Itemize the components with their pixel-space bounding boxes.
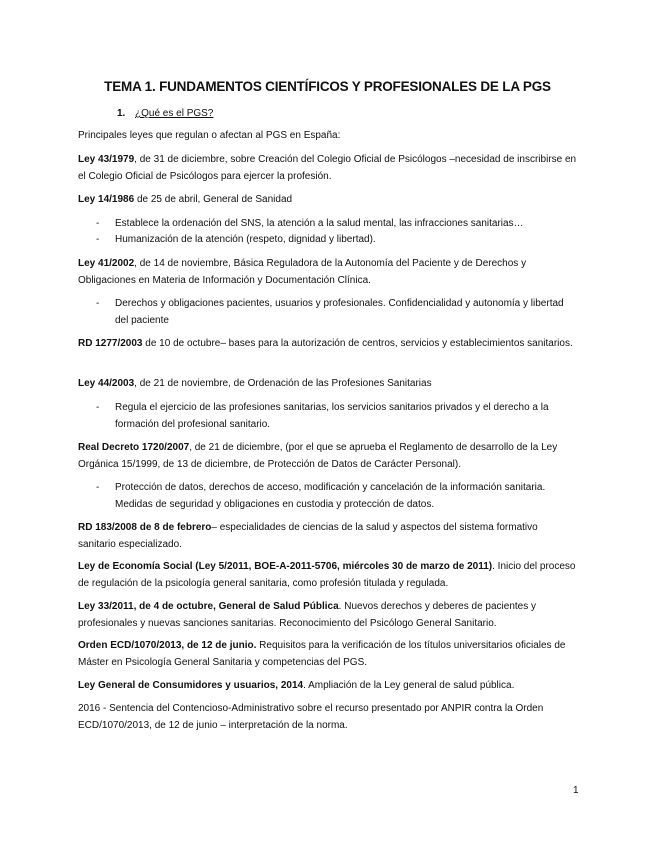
law-paragraph <box>78 701 578 734</box>
intro-paragraph: Principales leyes que regulan o afectan al PGS en España: <box>78 130 341 141</box>
law-paragraph <box>78 376 578 393</box>
law-paragraph <box>78 520 578 553</box>
list-item-text: Regula el ejercicio de las profesiones sanitarias, los servicios sanitarios privados y el derecho a la formación del profesional sanitario. <box>115 402 549 430</box>
law-name: Ley 43/1979 <box>78 154 135 165</box>
page-number: 1 <box>573 785 579 796</box>
list-item <box>96 480 578 513</box>
law-description: . Inicio del proceso de regulación de la psicología general sanitaria, como profesión titulada y regulada. <box>78 561 576 589</box>
law-description: de 10 de octubre– bases para la autorización de centros, servicios y establecimientos sanitarios. <box>142 338 573 349</box>
bullet-dash: - <box>96 482 100 493</box>
list-item <box>96 216 578 233</box>
law-paragraph <box>78 152 578 185</box>
law-description: , de 14 de noviembre, Básica Reguladora de la Autonomía del Paciente y de Derechos y Obligaciones en Materia de Información y Documentación Clínica. <box>78 258 527 286</box>
bullet-dash: - <box>96 218 100 229</box>
law-name: Ley General de Consumidores y usuarios, 2014 <box>78 680 304 691</box>
list-item-text: Derechos y obligaciones pacientes, usuarios y profesionales. Confidencialidad y autonomía y libertad del paciente <box>115 298 564 326</box>
law-name: Ley 14/1986 <box>78 194 135 205</box>
section-heading <box>117 108 213 119</box>
list-item <box>96 400 578 433</box>
bullet-dash: - <box>96 298 100 309</box>
bullet-dash: - <box>96 402 100 413</box>
list-item-text: Establece la ordenación del SNS, la atención a la salud mental, las infracciones sanitarias… <box>115 218 524 229</box>
law-name: Ley 33/2011, de 4 de octubre, General de Salud Pública <box>78 601 339 612</box>
law-paragraph <box>78 559 578 592</box>
law-description: , de 21 de diciembre, (por el que se aprueba el Reglamento de desarrollo de la Ley Orgánica 15/1999, de 13 de diciembre, de Protección de Datos de Carácter Personal). <box>78 442 558 470</box>
law-description: . Nuevos derechos y deberes de pacientes y profesionales y nuevas sanciones sanitarias. Reconocimiento del Psicólogo General Sanitario. <box>78 601 537 629</box>
law-description: Requisitos para la verificación de los títulos universitarios oficiales de Máster en Psicología General Sanitaria y competencias del PGS. <box>78 640 566 668</box>
law-name: Orden ECD/1070/2013, de 12 de junio. <box>78 640 257 651</box>
list-item <box>96 232 578 249</box>
law-description: , de 21 de noviembre, de Ordenación de las Profesiones Sanitarias <box>134 378 432 389</box>
list-item <box>96 296 578 329</box>
law-description: de 25 de abril, General de Sanidad <box>134 194 293 205</box>
law-name: Ley 41/2002 <box>78 258 135 269</box>
law-description: 2016 - Sentencia del Contencioso-Administrativo sobre el recurso presentado por ANPIR contra la Orden ECD/1070/2013, de 12 de junio – interpretación de la norma. <box>78 703 544 731</box>
list-item-text: Humanización de la atención (respeto, dignidad y libertad). <box>115 234 376 245</box>
law-paragraph <box>78 440 578 473</box>
page-title: TEMA 1. FUNDAMENTOS CIENTÍFICOS Y PROFESIONALES DE LA PGS <box>104 79 551 94</box>
bullet-dash: - <box>96 234 100 245</box>
law-paragraph <box>78 256 578 289</box>
section-number: 1. <box>117 108 126 119</box>
law-name: Real Decreto 1720/2007 <box>78 442 190 453</box>
law-description: – especialidades de ciencias de la salud y aspectos del sistema formativo sanitario especializado. <box>78 522 538 550</box>
law-name: RD 1277/2003 <box>78 338 143 349</box>
law-description: . Ampliación de la Ley general de salud pública. <box>303 680 515 691</box>
section-text: ¿Qué es el PGS? <box>135 108 214 119</box>
law-name: RD 183/2008 de 8 de febrero <box>78 522 212 533</box>
law-paragraph <box>78 336 578 353</box>
law-paragraph <box>78 599 578 632</box>
law-paragraph <box>78 678 578 695</box>
law-paragraph <box>78 192 578 209</box>
law-name: Ley 44/2003 <box>78 378 135 389</box>
law-paragraph <box>78 638 578 671</box>
law-name: Ley de Economía Social (Ley 5/2011, BOE-A-2011-5706, miércoles 30 de marzo de 2011) <box>78 561 493 572</box>
law-description: , de 31 de diciembre, sobre Creación del Colegio Oficial de Psicólogos –necesidad de inscribirse en el Colegio Oficial de Psicólogos para ejercer la profesión. <box>78 154 577 182</box>
list-item-text: Protección de datos, derechos de acceso, modificación y cancelación de la información sanitaria. Medidas de seguridad y obligaciones en custodia y protección de datos. <box>115 482 546 510</box>
